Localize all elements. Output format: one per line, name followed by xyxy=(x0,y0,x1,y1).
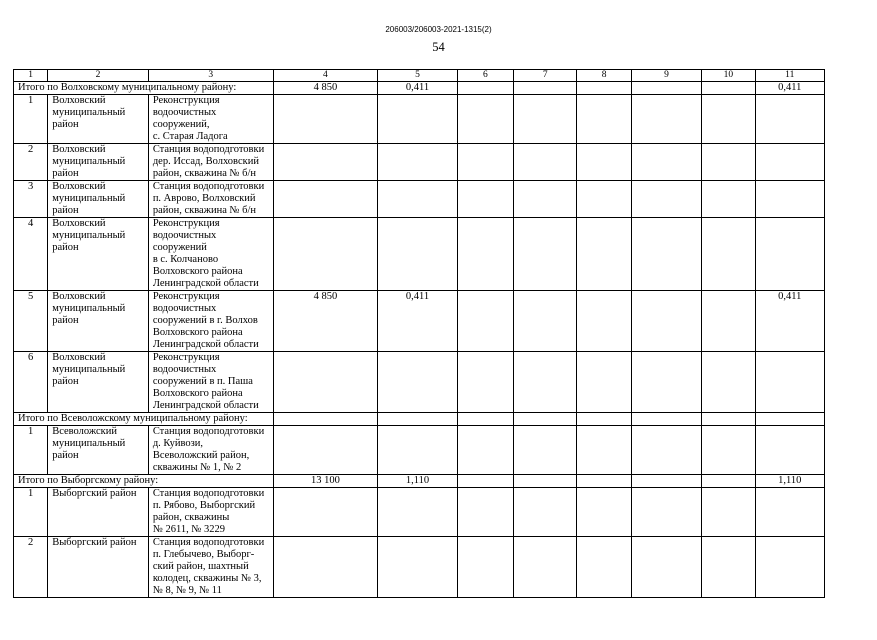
object-line: Реконструкция xyxy=(152,291,220,302)
empty-cell xyxy=(457,291,513,352)
table-row xyxy=(14,488,825,537)
empty-cell xyxy=(514,537,577,598)
object-line: ский район, шахтный xyxy=(152,561,249,572)
value-c5 xyxy=(378,218,457,291)
empty-cell xyxy=(631,82,701,95)
object-line: Реконструкция xyxy=(152,95,220,106)
empty-cell xyxy=(702,537,755,598)
object-line: Волховского района xyxy=(152,327,243,338)
column-header: 2 xyxy=(48,70,149,82)
table-row xyxy=(14,352,825,413)
table-row xyxy=(14,95,825,144)
value-c4 xyxy=(273,144,378,181)
value-c11 xyxy=(755,95,824,144)
district-line: Волховский xyxy=(52,144,106,155)
empty-cell xyxy=(631,291,701,352)
empty-cell xyxy=(631,488,701,537)
district-cell xyxy=(48,537,149,598)
district-line: район xyxy=(52,119,79,130)
empty-cell xyxy=(577,181,631,218)
object-line: сооружений, xyxy=(152,119,210,130)
empty-cell xyxy=(457,426,513,475)
district-line: район xyxy=(52,450,79,461)
row-number: 4 xyxy=(14,218,48,291)
table-row xyxy=(14,426,825,475)
object-line: сооружений в п. Паша xyxy=(152,376,253,387)
column-header: 1 xyxy=(14,70,48,82)
object-line: Волховского района xyxy=(152,388,243,399)
row-number: 1 xyxy=(14,95,48,144)
empty-cell xyxy=(514,488,577,537)
section-total-row xyxy=(14,82,825,95)
row-number: 2 xyxy=(14,144,48,181)
empty-cell xyxy=(514,218,577,291)
empty-cell xyxy=(514,144,577,181)
empty-cell xyxy=(457,352,513,413)
value-c11 xyxy=(755,426,824,475)
empty-cell xyxy=(702,181,755,218)
value-c5 xyxy=(378,95,457,144)
district-line: Волховский xyxy=(52,352,106,363)
empty-cell xyxy=(702,488,755,537)
object-line: п. Рябово, Выборгский xyxy=(152,500,256,511)
section-value-c11: 1,110 xyxy=(755,475,824,488)
empty-cell xyxy=(514,426,577,475)
district-line: Волховский xyxy=(52,291,106,302)
object-line: в с. Колчаново xyxy=(152,254,219,265)
empty-cell xyxy=(702,95,755,144)
column-header: 7 xyxy=(514,70,577,82)
column-header: 8 xyxy=(577,70,631,82)
section-total-row xyxy=(14,413,825,426)
section-title: Итого по Всеволожскому муниципальному району: xyxy=(14,413,274,426)
row-number: 3 xyxy=(14,181,48,218)
object-line: Станция водоподготовки xyxy=(152,488,265,499)
section-value-c4: 13 100 xyxy=(273,475,378,488)
empty-cell xyxy=(577,413,631,426)
section-value-c11 xyxy=(755,413,824,426)
district-line: Волховский xyxy=(52,181,106,192)
table-row xyxy=(14,144,825,181)
district-cell xyxy=(48,352,149,413)
object-line: Станция водоподготовки xyxy=(152,181,265,192)
district-line: Волховский xyxy=(52,218,106,229)
district-line: район xyxy=(52,315,79,326)
empty-cell xyxy=(514,413,577,426)
section-value-c5 xyxy=(378,413,457,426)
section-value-c4 xyxy=(273,413,378,426)
object-line: № 8, № 9, № 11 xyxy=(152,585,222,596)
row-number: 1 xyxy=(14,426,48,475)
value-c5 xyxy=(378,488,457,537)
object-line: район, скважина № б/н xyxy=(152,168,257,179)
district-cell xyxy=(48,95,149,144)
empty-cell xyxy=(577,488,631,537)
object-line: скважины № 1, № 2 xyxy=(152,462,242,473)
table-row xyxy=(14,218,825,291)
empty-cell xyxy=(631,475,701,488)
object-line: Всеволожский район, xyxy=(152,450,250,461)
column-header: 11 xyxy=(755,70,824,82)
empty-cell xyxy=(577,82,631,95)
value-c11 xyxy=(755,181,824,218)
object-line: водоочистных xyxy=(152,107,217,118)
district-line: Выборгский район xyxy=(52,488,137,499)
object-cell xyxy=(148,291,273,352)
object-line: п. Глебычево, Выборг- xyxy=(152,549,255,560)
district-line: район xyxy=(52,376,79,387)
row-number: 1 xyxy=(14,488,48,537)
value-c5 xyxy=(378,537,457,598)
empty-cell xyxy=(631,218,701,291)
empty-cell xyxy=(631,413,701,426)
value-c11 xyxy=(755,537,824,598)
district-cell xyxy=(48,218,149,291)
value-c4: 4 850 xyxy=(273,291,378,352)
empty-cell xyxy=(457,95,513,144)
empty-cell xyxy=(631,426,701,475)
table-body xyxy=(14,70,825,598)
empty-cell xyxy=(702,352,755,413)
value-c5 xyxy=(378,352,457,413)
value-c5 xyxy=(378,426,457,475)
district-line: район xyxy=(52,205,79,216)
value-c11 xyxy=(755,352,824,413)
investment-table xyxy=(13,69,825,598)
value-c4 xyxy=(273,426,378,475)
district-cell xyxy=(48,181,149,218)
empty-cell xyxy=(702,475,755,488)
empty-cell xyxy=(457,537,513,598)
section-value-c11: 0,411 xyxy=(755,82,824,95)
value-c5: 0,411 xyxy=(378,291,457,352)
value-c11 xyxy=(755,218,824,291)
object-line: № 2611, № 3229 xyxy=(152,524,225,535)
value-c4 xyxy=(273,95,378,144)
object-cell xyxy=(148,144,273,181)
object-line: водоочистных xyxy=(152,230,217,241)
empty-cell xyxy=(631,144,701,181)
object-line: Станция водоподготовки xyxy=(152,537,265,548)
empty-cell xyxy=(577,218,631,291)
column-header: 9 xyxy=(631,70,701,82)
table-row xyxy=(14,537,825,598)
value-c4 xyxy=(273,218,378,291)
empty-cell xyxy=(514,181,577,218)
district-cell xyxy=(48,291,149,352)
value-c11 xyxy=(755,144,824,181)
empty-cell xyxy=(702,426,755,475)
section-value-c4: 4 850 xyxy=(273,82,378,95)
empty-cell xyxy=(457,413,513,426)
object-line: д. Куйвози, xyxy=(152,438,204,449)
value-c5 xyxy=(378,181,457,218)
district-line: муниципальный xyxy=(52,303,126,314)
table-row xyxy=(14,291,825,352)
district-line: муниципальный xyxy=(52,156,126,167)
section-value-c5: 0,411 xyxy=(378,82,457,95)
empty-cell xyxy=(702,144,755,181)
section-value-c5: 1,110 xyxy=(378,475,457,488)
district-line: муниципальный xyxy=(52,193,126,204)
empty-cell xyxy=(702,413,755,426)
district-line: муниципальный xyxy=(52,364,126,375)
object-line: район, скважины xyxy=(152,512,230,523)
object-cell xyxy=(148,537,273,598)
column-header: 5 xyxy=(378,70,457,82)
object-cell xyxy=(148,218,273,291)
empty-cell xyxy=(577,95,631,144)
table-row xyxy=(14,181,825,218)
empty-cell xyxy=(577,144,631,181)
object-line: Волховского района xyxy=(152,266,243,277)
row-number: 5 xyxy=(14,291,48,352)
district-cell xyxy=(48,144,149,181)
empty-cell xyxy=(631,95,701,144)
empty-cell xyxy=(514,291,577,352)
district-cell xyxy=(48,488,149,537)
value-c5 xyxy=(378,144,457,181)
row-number: 2 xyxy=(14,537,48,598)
empty-cell xyxy=(514,352,577,413)
empty-cell xyxy=(631,537,701,598)
empty-cell xyxy=(577,291,631,352)
empty-cell xyxy=(577,426,631,475)
object-cell xyxy=(148,181,273,218)
empty-cell xyxy=(702,82,755,95)
value-c4 xyxy=(273,352,378,413)
document-code: 206003/206003-2021-1315(2) xyxy=(385,25,492,34)
district-line: Всеволожский xyxy=(52,426,117,437)
object-cell xyxy=(148,352,273,413)
object-line: Ленинградской области xyxy=(152,339,259,350)
section-total-row xyxy=(14,475,825,488)
district-line: Выборгский район xyxy=(52,537,137,548)
empty-cell xyxy=(514,95,577,144)
empty-cell xyxy=(702,291,755,352)
section-title: Итого по Выборгскому району: xyxy=(14,475,274,488)
empty-cell xyxy=(577,537,631,598)
object-line: район, скважина № б/н xyxy=(152,205,257,216)
column-header: 6 xyxy=(457,70,513,82)
object-line: с. Старая Ладога xyxy=(152,131,228,142)
empty-cell xyxy=(514,82,577,95)
district-line: муниципальный xyxy=(52,438,126,449)
empty-cell xyxy=(702,218,755,291)
object-line: колодец, скважины № 3, xyxy=(152,573,262,584)
value-c11: 0,411 xyxy=(755,291,824,352)
object-line: Станция водоподготовки xyxy=(152,144,265,155)
empty-cell xyxy=(631,181,701,218)
object-cell xyxy=(148,426,273,475)
object-line: Ленинградской области xyxy=(152,400,259,411)
empty-cell xyxy=(457,181,513,218)
column-header: 4 xyxy=(273,70,378,82)
object-line: сооружений xyxy=(152,242,207,253)
table-header-row xyxy=(14,70,825,82)
empty-cell xyxy=(457,488,513,537)
value-c4 xyxy=(273,488,378,537)
empty-cell xyxy=(457,218,513,291)
object-line: Станция водоподготовки xyxy=(152,426,265,437)
empty-cell xyxy=(514,475,577,488)
empty-cell xyxy=(457,144,513,181)
object-line: Ленинградской области xyxy=(152,278,259,289)
page-number: 54 xyxy=(432,40,445,54)
object-line: водоочистных xyxy=(152,364,217,375)
empty-cell xyxy=(457,475,513,488)
district-line: район xyxy=(52,168,79,179)
object-line: водоочистных xyxy=(152,303,217,314)
object-line: Реконструкция xyxy=(152,352,220,363)
object-cell xyxy=(148,95,273,144)
object-line: Реконструкция xyxy=(152,218,220,229)
empty-cell xyxy=(457,82,513,95)
row-number: 6 xyxy=(14,352,48,413)
district-cell xyxy=(48,426,149,475)
district-line: район xyxy=(52,242,79,253)
district-line: муниципальный xyxy=(52,230,126,241)
column-header: 10 xyxy=(702,70,755,82)
value-c11 xyxy=(755,488,824,537)
object-line: п. Аврово, Волховский xyxy=(152,193,256,204)
value-c4 xyxy=(273,537,378,598)
empty-cell xyxy=(577,352,631,413)
object-line: сооружений в г. Волхов xyxy=(152,315,258,326)
object-line: дер. Иссад, Волховский xyxy=(152,156,259,167)
section-title: Итого по Волховскому муниципальному району: xyxy=(14,82,274,95)
column-header: 3 xyxy=(148,70,273,82)
empty-cell xyxy=(577,475,631,488)
district-line: муниципальный xyxy=(52,107,126,118)
district-line: Волховский xyxy=(52,95,106,106)
empty-cell xyxy=(631,352,701,413)
value-c4 xyxy=(273,181,378,218)
object-cell xyxy=(148,488,273,537)
